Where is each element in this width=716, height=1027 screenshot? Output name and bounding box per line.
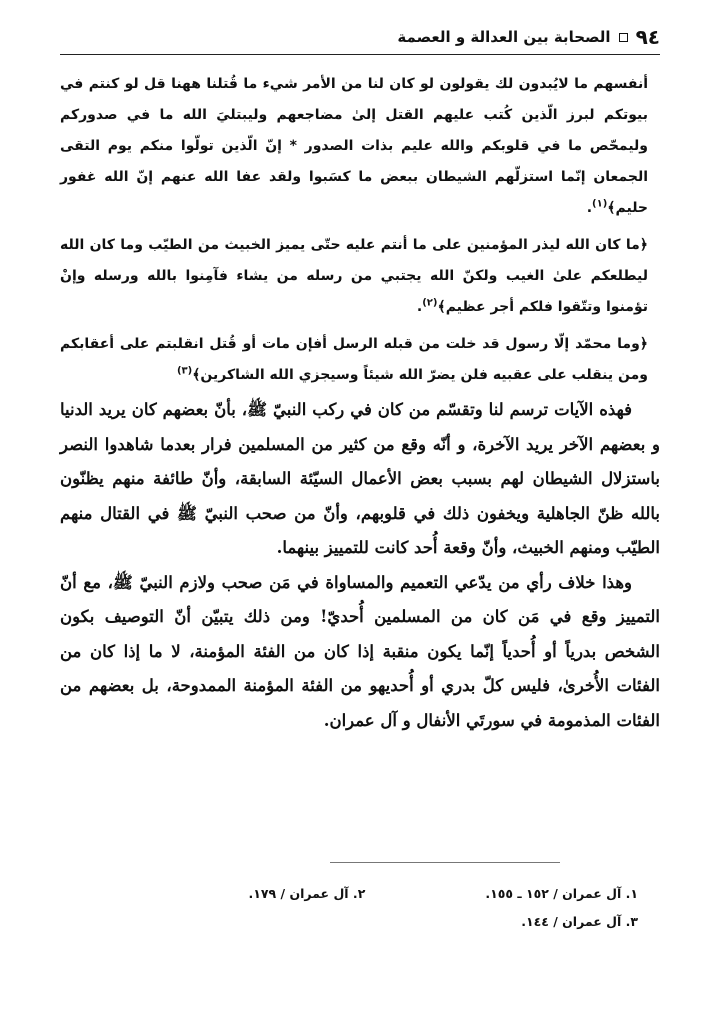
quran-quote-1: [60, 69, 660, 224]
body-paragraph-1: فهذه الآيات ترسم لنا وتقسّم من كان في ركب النبيّ ﷺ، بأنّ بعضهم كان يريد الدنيا و بعضهم الآخر يريد الآخرة، و أنّه وقع من كثير من المسلمين فرار بعدما شاهدوا النصر باستزلال الشيطان لهم بسبب بعض الأعمال السيّئة السابقة، وأنّ طائفة منهم يظنّون بالله ظنّ الجاهلية ويخفون ذلك في قلوبهم، وأنّ من صحب النبيّ ﷺ في القتال منهم الطيّب ومنهم الخبيث، وأنّ وقعة أُحد كانت للتمييز بينهما.: [60, 400, 660, 557]
quote-text: ﴿وما محمّد إلّا رسول قد خلت من قبله الرسل أفإن مات أو قُتل انقلبتم على أعقابكم ومن ينقلب على عقبيه فلن يضرّ الله شيئاً وسيجزي الله الشاكرين﴾: [60, 336, 648, 383]
square-separator-icon: [619, 33, 628, 42]
quote-tail: .: [586, 200, 593, 216]
running-header: [60, 22, 660, 52]
footnote-3: ٣. آل عمران / ١٤٤.: [521, 914, 638, 929]
body-paragraph-2: وهذا خلاف رأي من يدّعي التعميم والمساواة في مَن صحب ولازم النبيّ ﷺ، مع أنّ التمييز وقع في مَن كان من المسلمين أُحديّ! ومن ذلك يتبيّن أنّ التوصيف بكون الشخص بدرياً أو أُحدياً إنّما يكون منقبة إذا كان من الفئة المؤمنة، لا ما إذا كان من الفئات الأُخرىٰ، فليس كلّ بدري أو أُحديهو من الفئة المؤمنة الممدوحة، بل بعضهم من الفئات المذمومة في سورتَي الأنفال و آل عمران.: [60, 572, 660, 730]
footnote-ref-1: (١): [592, 198, 608, 210]
quote-text: ﴿ما كان الله ليذر المؤمنين على ما أنتم عليه حتّى يميز الخبيث من الطيّب وما كان الله ليطلعكم علىٰ الغيب ولكنّ الله يجتبي من رسله من يشاء فآمِنوا بالله ورسله وإنْ تؤمنوا وتتّقوا فلكم أجر عظيم﴾: [60, 237, 648, 315]
quran-quote-3: [60, 329, 660, 391]
page-number: ٩٤: [635, 25, 660, 49]
footnote-2: ٢. آل عمران / ١٧٩.: [248, 886, 366, 901]
header-rule: [60, 54, 660, 55]
footnote-row: [60, 880, 638, 908]
quote-tail: .: [416, 299, 423, 315]
footnote-rule: [330, 862, 560, 863]
footnotes: [60, 880, 638, 936]
running-title: الصحابة بين العدالة و العصمة: [397, 28, 611, 46]
footnote-ref-2: (٢): [422, 297, 438, 309]
page: [60, 22, 660, 738]
footnote-ref-3: (٣): [176, 365, 193, 377]
footnote-1: ١. آل عمران / ١٥٢ ـ ١٥٥.: [485, 886, 638, 901]
quran-quote-2: [60, 230, 660, 323]
quote-text: أنفسهم ما لايُبدون لك يقولون لو كان لنا من الأمر شيء ما قُتلنا ههنا قل لو كنتم في بيوتكم لبرز الّذين كُتب عليهم القتل إلىٰ مضاجعهم وليبتليَ الله ما في صدوركم وليمحّص ما في قلوبكم والله عليم بذات الصدور * إنّ الّذين تولّوا منكم يوم التقى الجمعان إنّما استزلّهم الشيطان ببعض ما كسَبوا ولقد عفا الله عنهم إنّ الله غفور حليم﴾: [60, 76, 648, 216]
